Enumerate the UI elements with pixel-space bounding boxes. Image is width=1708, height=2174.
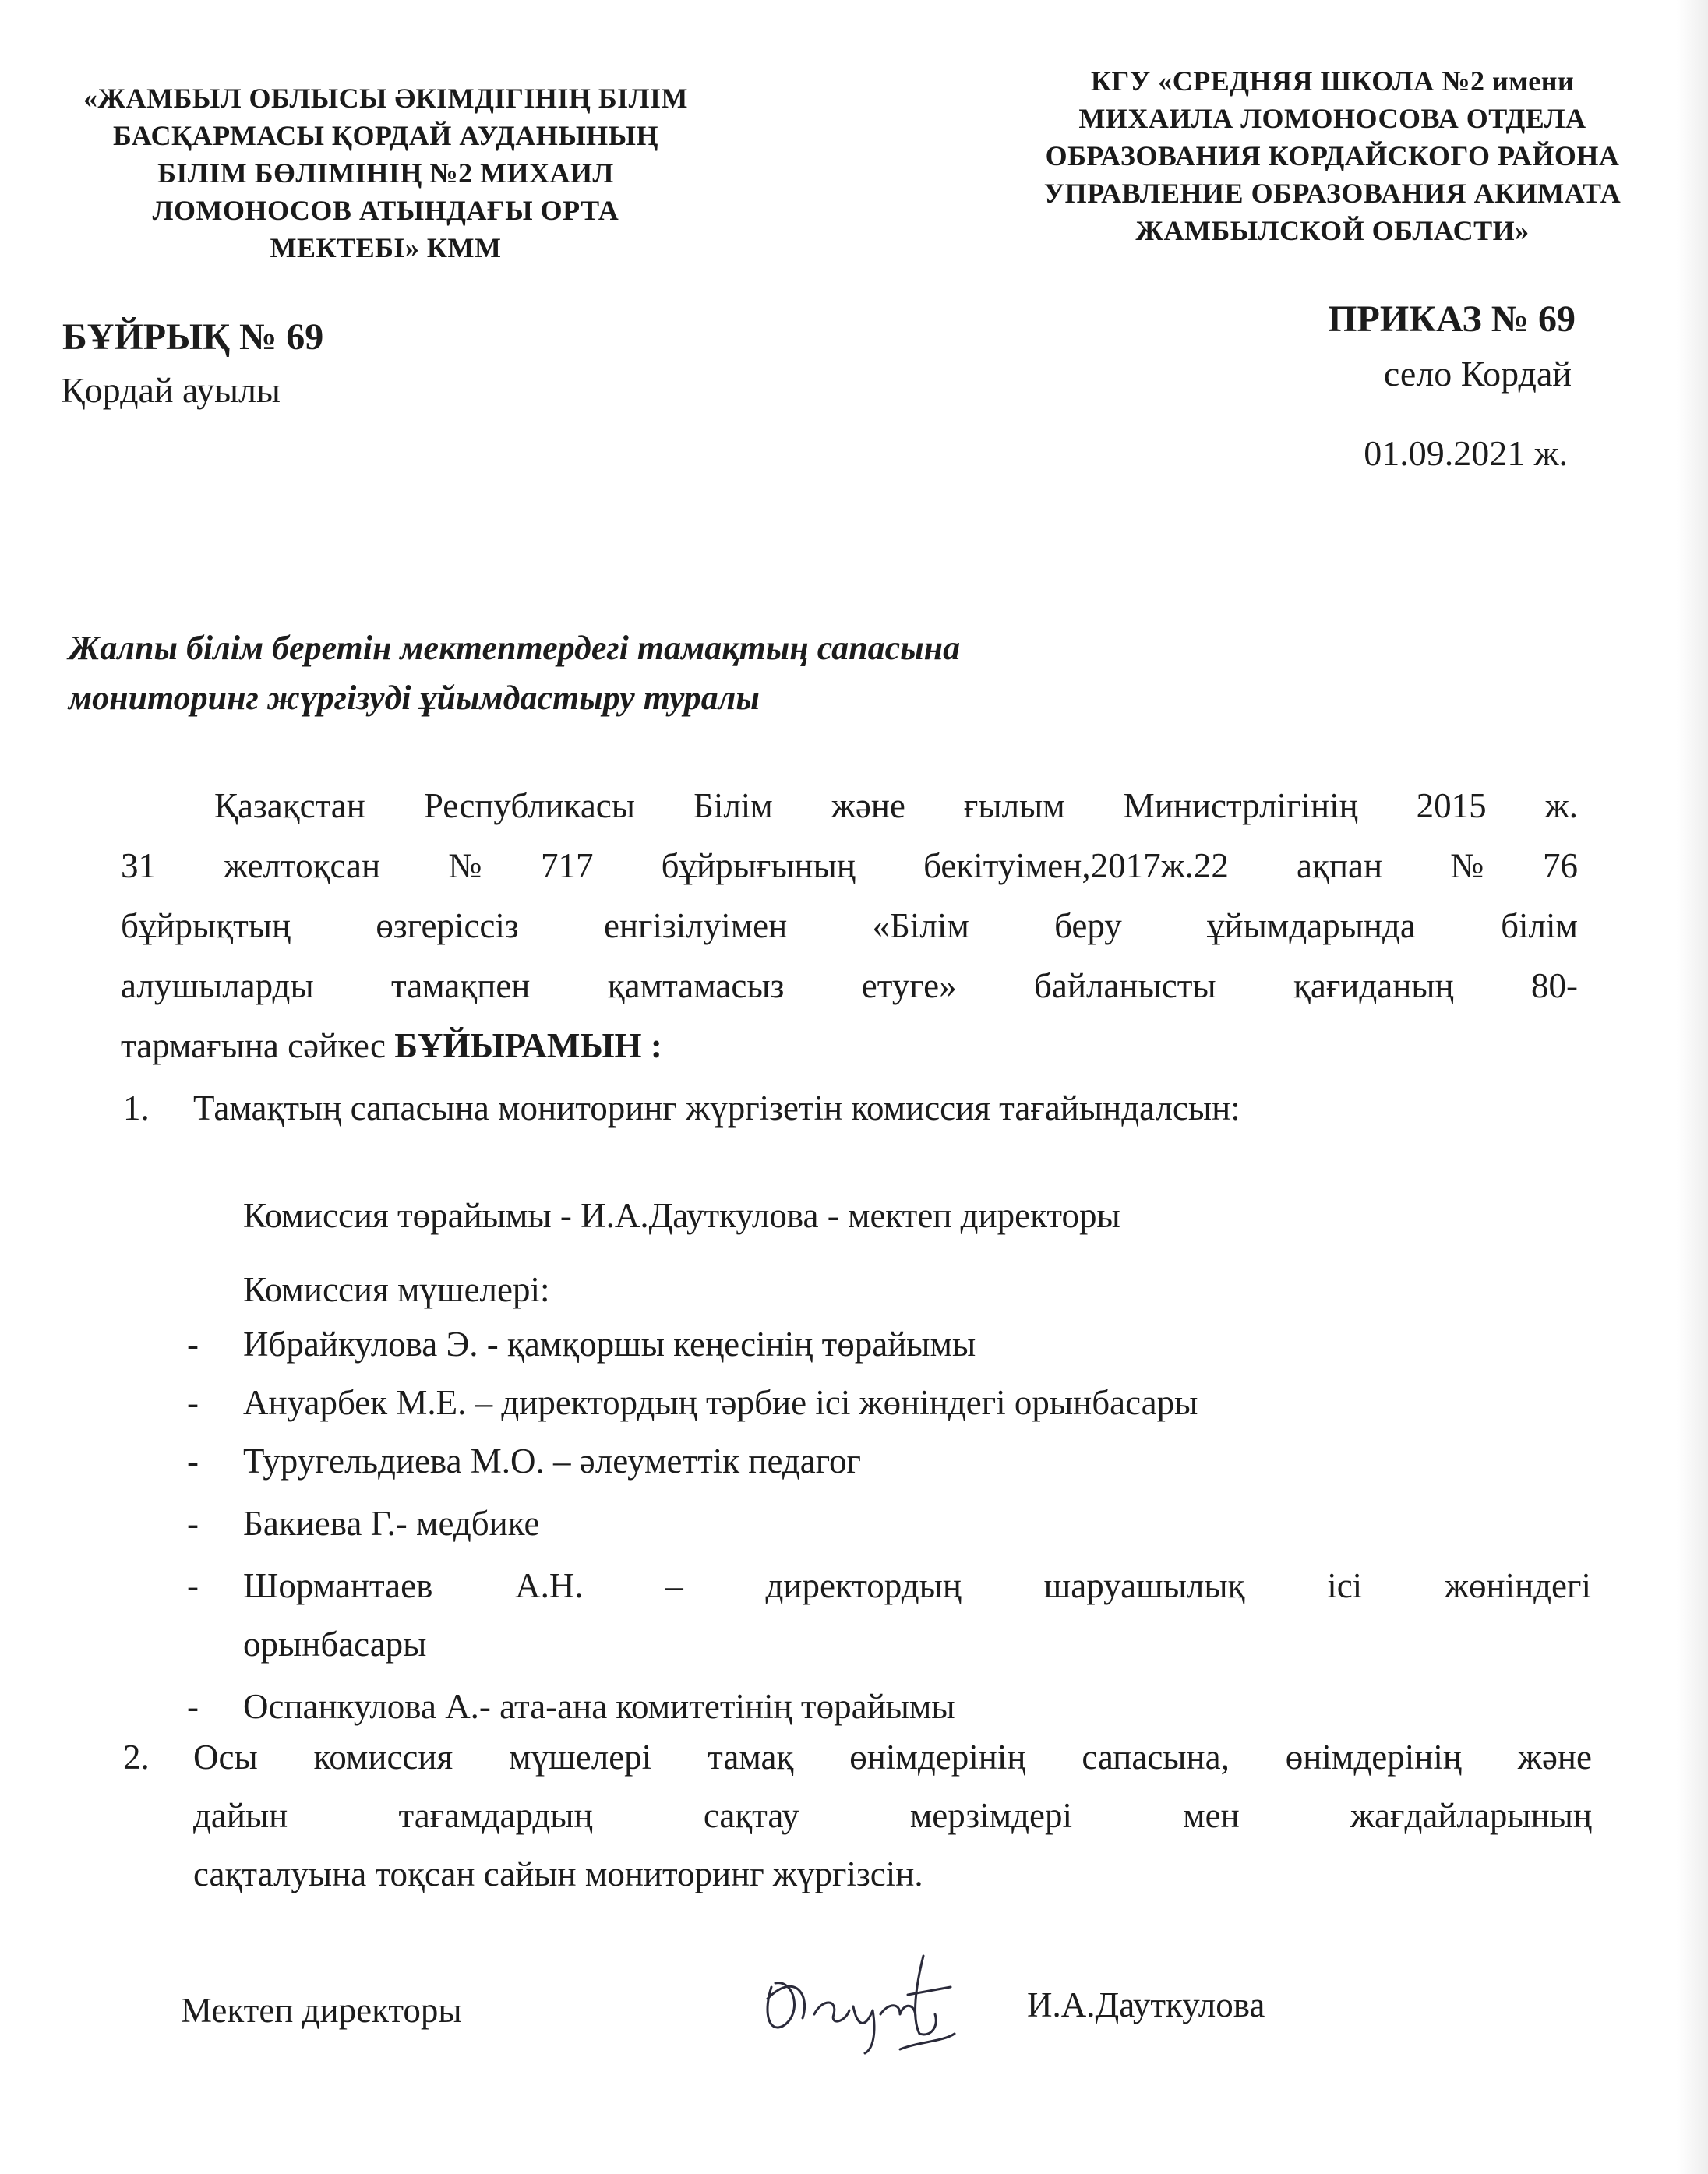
signature-stroke [908, 1987, 951, 1995]
list-dash: - [187, 1442, 199, 1481]
order-number-kazakh: БҰЙРЫҚ № 69 [62, 316, 324, 358]
commission-member: Шормантаев А.Н. – директордың шаруашылық ісі жөніндегі [243, 1566, 1591, 1605]
header-kazakh-line: «ЖАМБЫЛ ОБЛЫСЫ ӘКІМДІГІНІҢ БІЛІМ [83, 83, 688, 114]
preamble-line: алушыларды тамақпен қамтамасыз етуге» байланысты қағиданың 80- [121, 966, 1578, 1005]
signature-stroke [814, 2003, 849, 2021]
signature-stroke [880, 2006, 916, 2018]
signatory-role: Мектеп директоры [181, 1991, 462, 2030]
header-kazakh-line: БАСҚАРМАСЫ ҚОРДАЙ АУДАНЫНЫҢ [112, 120, 659, 151]
signature-stroke [768, 1986, 805, 2018]
title-line-2: мониторинг жүргізуді ұйымдастыру туралы [69, 679, 760, 717]
item-1-text: Тамақтың сапасына мониторинг жүргізетін комиссия тағайындалсын: [193, 1089, 1240, 1128]
handwritten-signature [748, 1940, 974, 2057]
document-title [69, 623, 960, 723]
header-russian-line: ОБРАЗОВАНИЯ КОРДАЙСКОГО РАЙОНА [1045, 140, 1620, 171]
signature-stroke [900, 2034, 955, 2049]
commission-member: Бакиева Г.- медбике [243, 1504, 540, 1543]
place-kazakh: Қордай ауылы [61, 370, 281, 410]
order-directive: БҰЙЫРАМЫН : [394, 1026, 662, 1065]
preamble-paragraph [121, 776, 1578, 1076]
header-russian-line: КГУ «СРЕДНЯЯ ШКОЛА №2 имени [1090, 65, 1575, 97]
list-dash: - [187, 1687, 199, 1726]
preamble-line-last [121, 1016, 1578, 1076]
commission-member: Ануарбек М.Е. – директордың тәрбие ісі жөніндегі орынбасары [243, 1383, 1198, 1422]
signature-stroke [916, 1956, 937, 2035]
item-2-line: Осы комиссия мүшелері тамақ өнімдерінің сапасына, өнімдерінің және [193, 1738, 1592, 1777]
header-kazakh-line: МЕКТЕБІ» КММ [270, 232, 502, 263]
commission-chair: Комиссия төрайымы - И.А.Дауткулова - мектеп директоры [243, 1196, 1120, 1235]
list-dash: - [187, 1325, 199, 1364]
header-russian-line: УПРАВЛЕНИЕ ОБРАЗОВАНИЯ АКИМАТА [1043, 178, 1622, 209]
commission-member: Оспанкулова А.- ата-ана комитетінің төрайымы [243, 1687, 955, 1726]
signatory-name: И.А.Дауткулова [1027, 1985, 1265, 2024]
title-line-1: Жалпы білім беретін мектептердегі тамақтың сапасына [69, 629, 961, 667]
header-russian-line: ЖАМБЫЛСКОЙ ОБЛАСТИ» [1135, 215, 1530, 246]
place-russian: село Кордай [1383, 354, 1572, 394]
item-2-number: 2. [123, 1738, 150, 1777]
signature-stroke [853, 2006, 874, 2053]
commission-members-label: Комиссия мүшелері: [243, 1270, 550, 1309]
preamble-prefix: тармағына сәйкес [121, 1026, 395, 1065]
item-2-text [193, 1728, 1592, 1904]
header-kazakh-line: БІЛІМ БӨЛІМІНІҢ №2 МИХАИЛ [157, 157, 614, 189]
commission-member: Ибрайкулова Э. - қамқоршы кеңесінің төрайымы [243, 1325, 976, 1364]
header-russian-line: МИХАИЛА ЛОМОНОСОВА ОТДЕЛА [1078, 103, 1586, 134]
order-number-russian: ПРИКАЗ № 69 [1328, 298, 1576, 340]
scan-edge-shadow [1677, 0, 1708, 2174]
list-dash: - [187, 1383, 199, 1422]
item-2-line: сақталуына тоқсан сайын мониторинг жүргізсін. [193, 1855, 923, 1893]
preamble-line: Қазақстан Республикасы Білім және ғылым Министрлігінің 2015 ж. [214, 786, 1578, 825]
item-2-line: дайын тағамдардың сақтау мерзімдері мен жағдайларының [193, 1796, 1592, 1835]
preamble-line: 31 желтоқсан №717 бұйрығының бекітуімен,2017ж.22 ақпан №76 [121, 846, 1578, 885]
header-kazakh-line: ЛОМОНОСОВ АТЫНДАҒЫ ОРТА [152, 195, 619, 226]
header-russian [974, 62, 1691, 249]
list-dash: - [187, 1566, 199, 1605]
commission-member: Туругельдиева М.О. – әлеуметтік педагог [243, 1442, 862, 1481]
list-dash: - [187, 1504, 199, 1543]
preamble-line: бұйрықтың өзгеріссіз енгізілуімен «Білім беру ұйымдарында білім [121, 906, 1578, 945]
header-kazakh [47, 79, 725, 266]
commission-member-continuation: орынбасары [243, 1625, 427, 1664]
order-date: 01.09.2021 ж. [1364, 433, 1568, 473]
item-1-number: 1. [123, 1089, 150, 1128]
